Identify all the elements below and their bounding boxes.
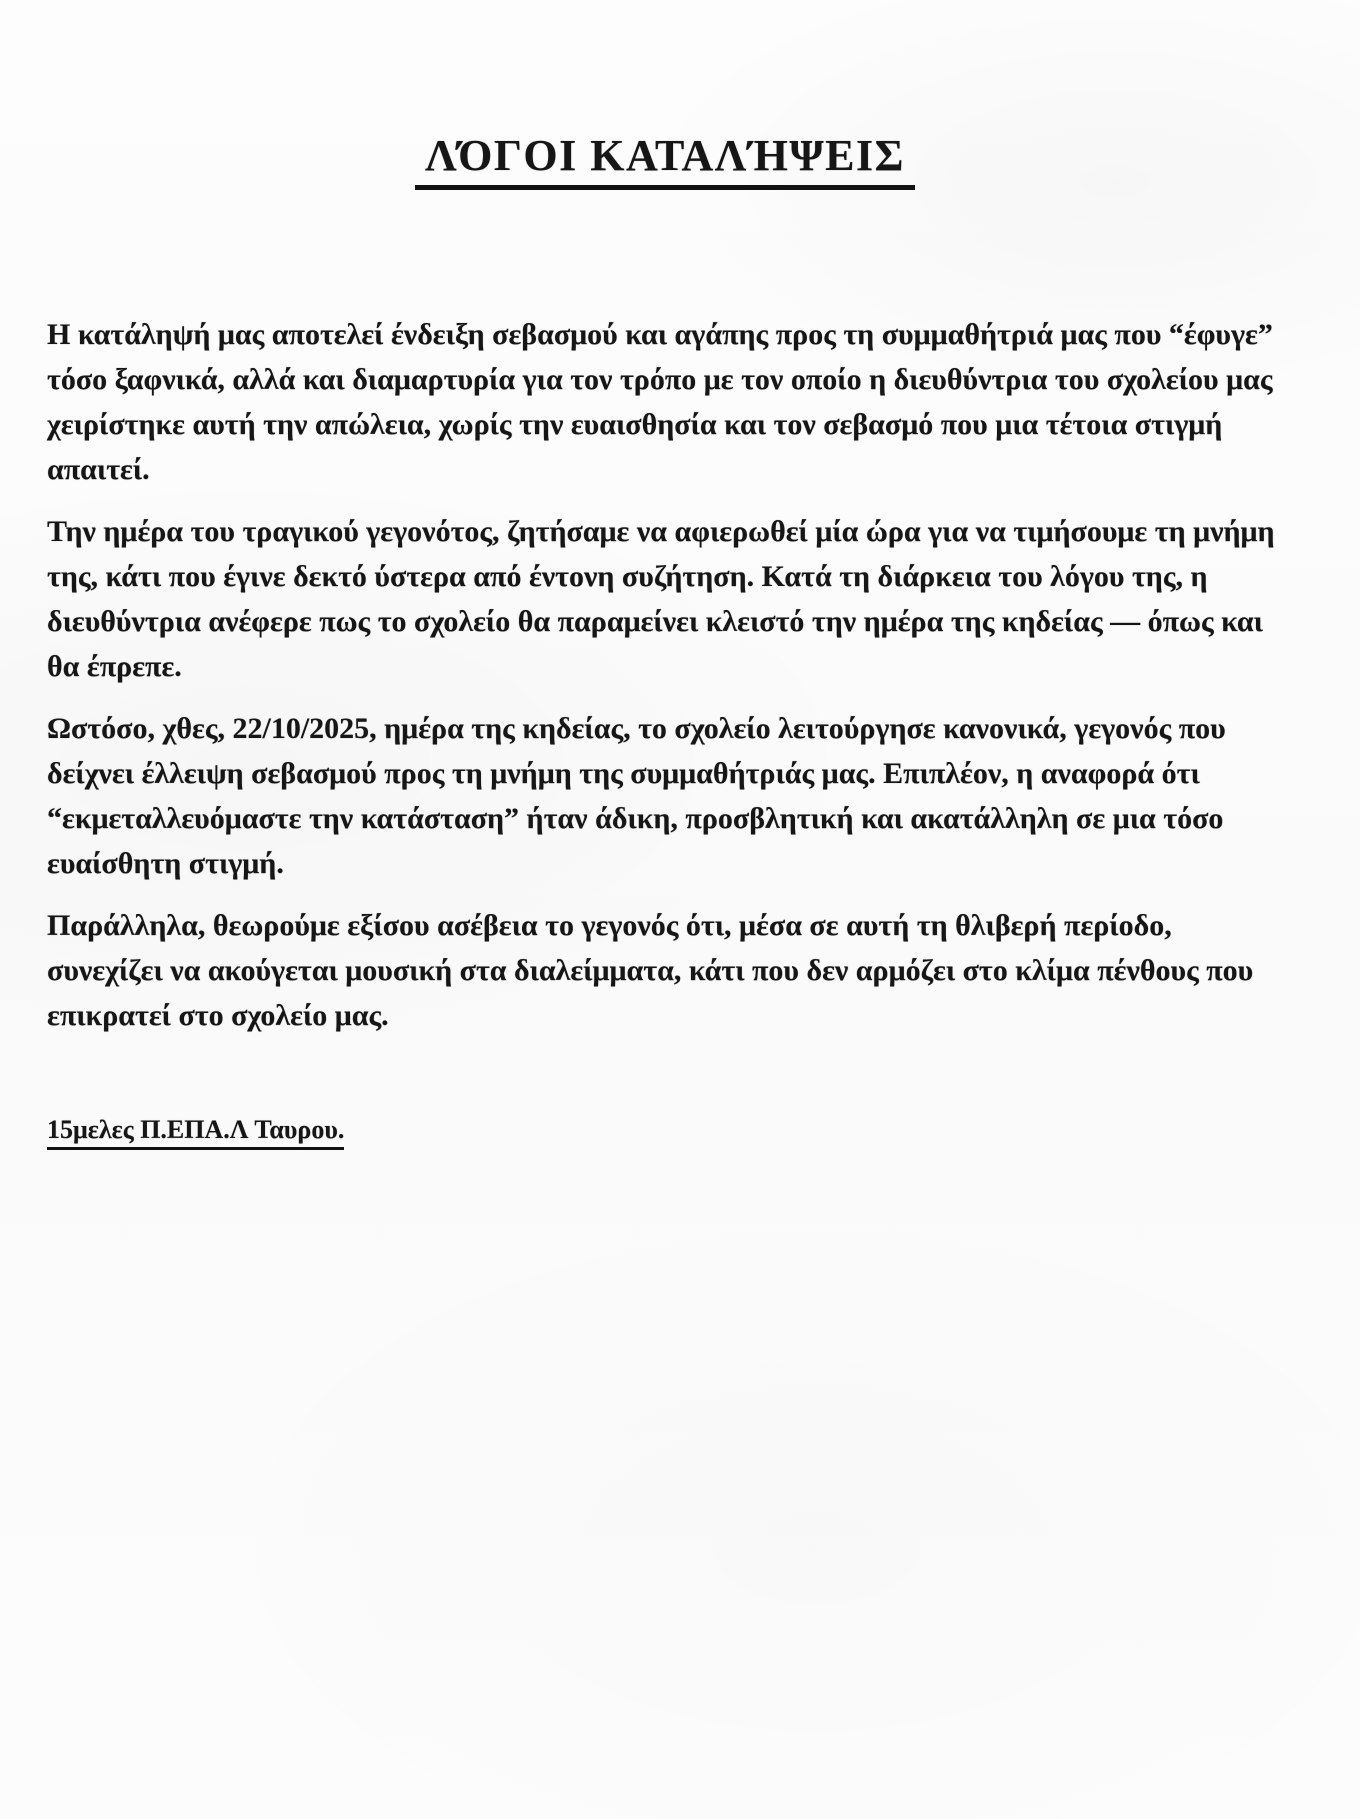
paragraph-occupation-reason: Η κατάληψή μας αποτελεί ένδειξη σεβασμού και αγάπης προς τη συμμαθήτριά μας που “έφυγε” τόσο ξαφνικά, αλλά και διαμαρτυρία για τον τρόπο με τον οποίο η διευθύντρια του σχολείου μας χειρίστηκε αυτή την απώλεια, χωρίς την ευαισθησία και τον σεβασμό που μια τέτοια στιγμή απαιτεί. <box>47 318 1273 487</box>
signature-row <box>47 1115 1360 1150</box>
document-title: ΛΌΓΟΙ ΚΑΤΑΛΉΨΕΙΣ <box>415 132 915 190</box>
signature: 15μελες Π.ΕΠΑ.Λ Ταυρου. <box>47 1115 344 1150</box>
paragraph-tragic-day: Την ημέρα του τραγικού γεγονότος, ζητήσαμε να αφιερωθεί μία ώρα για να τιμήσουμε τη μνήμη της, κάτι που έγινε δεκτό ύστερα από έντονη συζήτηση. Κατά τη διάρκεια του λόγου της, η διευθύντρια ανέφερε πως το σχολείο θα παραμείνει κλειστό την ημέρα της κηδείας — όπως και θα έπρεπε. <box>47 515 1275 684</box>
title-row <box>0 0 1360 190</box>
document-body <box>0 190 1360 1038</box>
paragraph-music-breaks: Παράλληλα, θεωρούμε εξίσου ασέβεια το γεγονός ότι, μέσα σε αυτή τη θλιβερή περίοδο, συνεχίζει να ακούγεται μουσική στα διαλείμματα, κάτι που δεν αρμόζει στο κλίμα πένθους που επικρατεί στο σχολείο μας. <box>47 909 1254 1033</box>
paragraph-funeral-day: Ωστόσο, χθες, 22/10/2025, ημέρα της κηδείας, το σχολείο λειτούργησε κανονικά, γεγονός που δείχνει έλλειψη σεβασμού προς τη μνήμη της συμμαθήτριάς μας. Επιπλέον, η αναφορά ότι “εκμεταλλευόμαστε την κατάσταση” ήταν άδικη, προσβλητική και ακατάλληλη σε μια τόσο ευαίσθητη στιγμή. <box>47 712 1226 881</box>
